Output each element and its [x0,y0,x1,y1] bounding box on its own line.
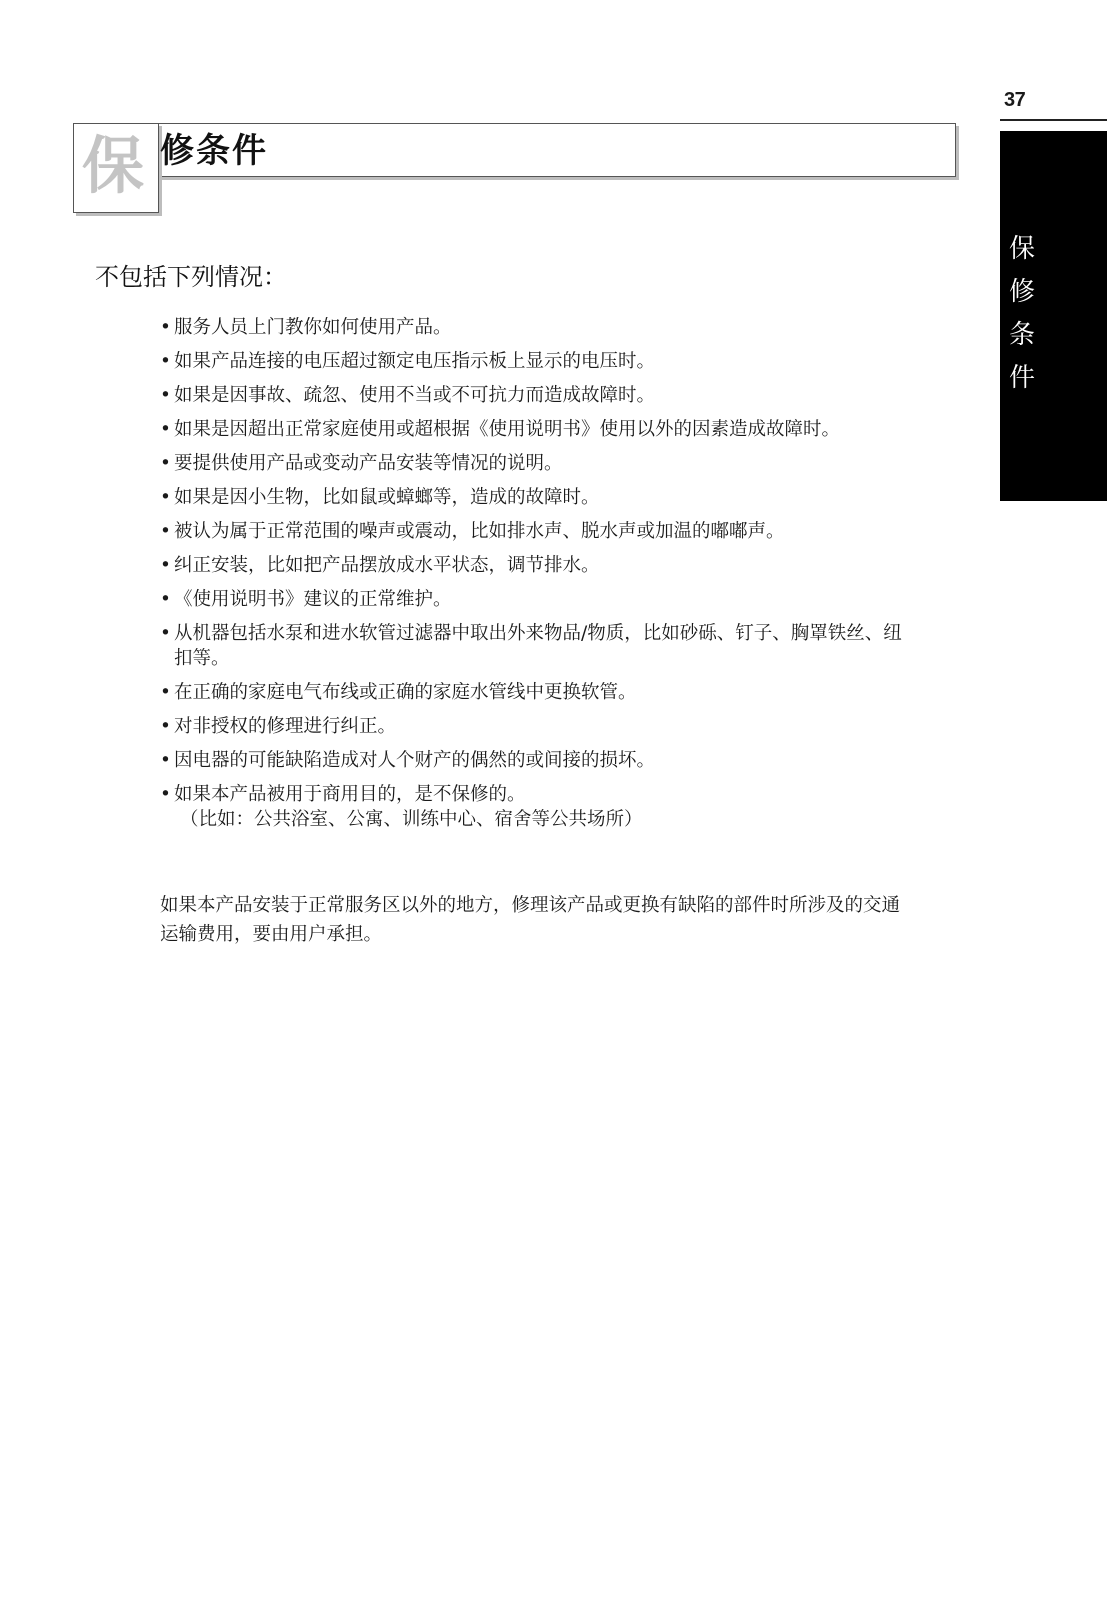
list-item [160,748,920,773]
page-number: 37 [1004,89,1026,111]
list-item [160,553,920,578]
list-item-text: 服务人员上门教你如何使用产品。 [174,317,452,338]
list-item-text: 在正确的家庭电气布线或正确的家庭水管线中更换软管。 [174,682,637,703]
list-item-text: 纠正安装，比如把产品摆放成水平状态，调节排水。 [174,555,600,576]
list-item [160,451,920,476]
side-tab-label: 保修条件 [1008,234,1035,393]
section-heading: 不包括下列情况： [95,263,287,291]
list-item [160,417,920,442]
list-item-text: 《使用说明书》建议的正常维护。 [174,589,452,610]
list-item [160,383,920,408]
list-item [160,782,920,832]
exclusion-list [160,315,920,841]
list-item [160,519,920,544]
list-item-note: （比如：公共浴室、公寓、训练中心、宿舍等公共场所） [180,809,643,830]
list-item-text: 如果是因超出正常家庭使用或超根据《使用说明书》使用以外的因素造成故障时。 [174,419,841,440]
list-item-text: 如果本产品被用于商用目的，是不保修的。 [174,784,526,805]
list-item [160,680,920,705]
list-item-text: 如果是因小生物，比如鼠或蟑螂等，造成的故障时。 [174,487,600,508]
list-item-text: 要提供使用产品或变动产品安装等情况的说明。 [174,453,563,474]
list-item [160,315,920,340]
page-number-rule [1000,119,1107,121]
list-item [160,714,920,739]
list-item-text: 因电器的可能缺陷造成对人个财产的偶然的或间接的损坏。 [174,750,656,771]
list-item-text: 对非授权的修理进行纠正。 [174,716,397,737]
footer-note: 如果本产品安装于正常服务区以外的地方，修理该产品或更换有缺陷的部件时所涉及的交通运输费用，要由用户承担。 [160,895,901,945]
title-big-char: 保 [82,129,145,202]
page-title: 修条件 [160,131,268,171]
list-item-text: 如果产品连接的电压超过额定电压指示板上显示的电压时。 [174,351,656,372]
list-item-text: 被认为属于正常范围的噪声或震动，比如排水声、脱水声或加温的嘟嘟声。 [174,521,785,542]
list-item [160,621,920,671]
list-item [160,587,920,612]
list-item-text: 从机器包括水泵和进水软管过滤器中取出外来物品/物质，比如砂砾、钉子、胸罩铁丝、纽扣等。 [174,623,902,669]
list-item-text: 如果是因事故、疏忽、使用不当或不可抗力而造成故障时。 [174,385,656,406]
list-item [160,485,920,510]
list-item [160,349,920,374]
